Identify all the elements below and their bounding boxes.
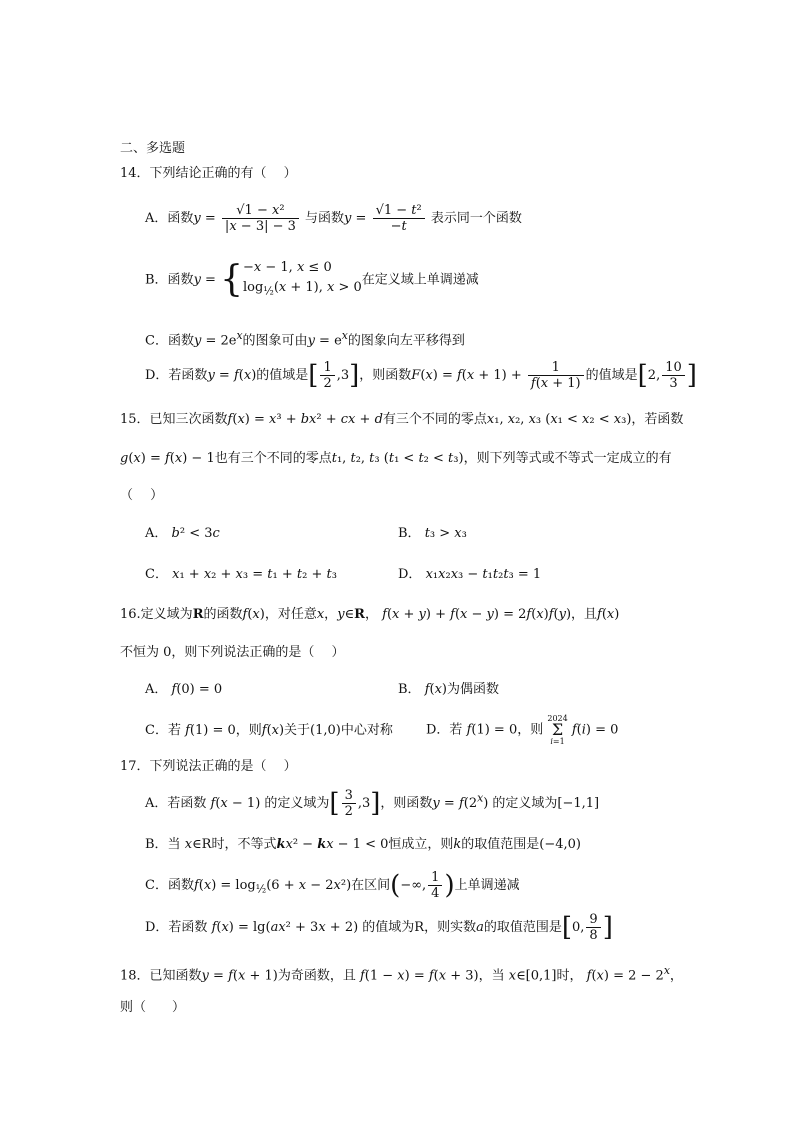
question-17-option-d: D．若函数 f(x) = lg(ax² + 3x + 2) 的值域为R，则实数a的取值范围是[0, $\frac{9}{8}$ ]	[145, 912, 613, 943]
question-17-option-b: B．当 x∈R时，不等式kx² − kx − 1 < 0恒成立，则k的取值范围是(−4,0)	[145, 837, 582, 852]
section-title: 二、多选题	[120, 141, 186, 156]
question-17-option-c: C．函数$f(x) = \log_{\frac{1}{2}}(6 + x - 2x^2)$在区间(−∞, $\frac{1}{4}$ )上单调递减	[145, 870, 520, 901]
question-15-stem-line1: 15．已知三次函数f(x) = x³ + bx² + cx + d有三个不同的零点x₁, x₂, x₃ (x₁ < x₂ < x₃)，若函数	[120, 412, 684, 427]
question-16-stem-line1: 16.定义域为R的函数f(x)，对任意x，y∈R， f(x + y) + f(x − y) = 2f(x)f(y)，且f(x)	[120, 607, 620, 622]
question-15-option-d: D． x₁x₂x₃ − t₁t₂t₃ = 1	[398, 567, 542, 582]
question-15-stem-line2: g(x) = f(x) − 1也有三个不同的零点t₁, t₂, t₃ (t₁ < t₂ < t₃)，则下列等式或不等式一定成立的有	[120, 451, 672, 466]
question-16-stem-line2: 不恒为 0，则下列说法正确的是（ ）	[120, 645, 345, 660]
question-16-option-b: B． f(x)为偶函数	[398, 682, 499, 697]
question-16-option-a: A． f(0) = 0	[145, 682, 223, 697]
question-15-option-c: C． x₁ + x₂ + x₃ = t₁ + t₂ + t₃	[145, 567, 337, 582]
question-17-option-a: A．若函数 f(x − 1) 的定义域为[ $\frac{3}{2}$ ,3]，则函数$y = f(2^x)$ 的定义域为[−1,1]	[145, 788, 600, 819]
question-17-stem: 17．下列说法正确的是（ ）	[120, 759, 297, 774]
question-15-option-b: B． t₃ > x₃	[398, 526, 467, 541]
question-14-option-d: D．若函数y = f(x)的值域是[ $\frac{1}{2}$ ,3]，则函数F(x) = f(x + 1) + $\frac{1}{f(x + 1)}$ 的值域是[2, $\frac{10}{3}$ ]	[145, 360, 697, 391]
question-14-option-a: A．函数y = $\frac{\text{√1 − x²}}{|x - 3| - 3}$ 与函数y = $\frac{\text{√1 − t²}}{-t}$ 表示同一个函数	[145, 203, 522, 234]
question-16-option-c: C．若 f(1) = 0，则f(x)关于(1,0)中心对称	[145, 723, 393, 738]
question-18-stem-line1: 18．已知函数y = f(x + 1)为奇函数，且 f(1 − x) = f(x + 3)，当 x∈[0,1]时， $f(x) = 2 - 2^x$，	[120, 964, 683, 984]
question-14-option-b: B．函数y = {−x − 1, x ≤ 0 $\log_{\frac{1}{2}}(x + 1)$, x > 0在定义域上单调递减	[145, 258, 479, 300]
question-18-stem-line2: 则（ ）	[120, 1000, 186, 1015]
question-16-option-d: D．若 f(1) = 0，则 2024 Σ i=1 f(i) = 0	[426, 714, 619, 746]
question-14-stem: 14．下列结论正确的有（ ）	[120, 166, 297, 181]
question-15-option-a: A． b² < 3c	[145, 526, 220, 541]
question-14-option-c: C．函数$y = 2e^x$的图象可由$y = e^x$的图象向左平移得到	[145, 329, 465, 349]
question-15-stem-line3: （ ）	[120, 488, 164, 503]
